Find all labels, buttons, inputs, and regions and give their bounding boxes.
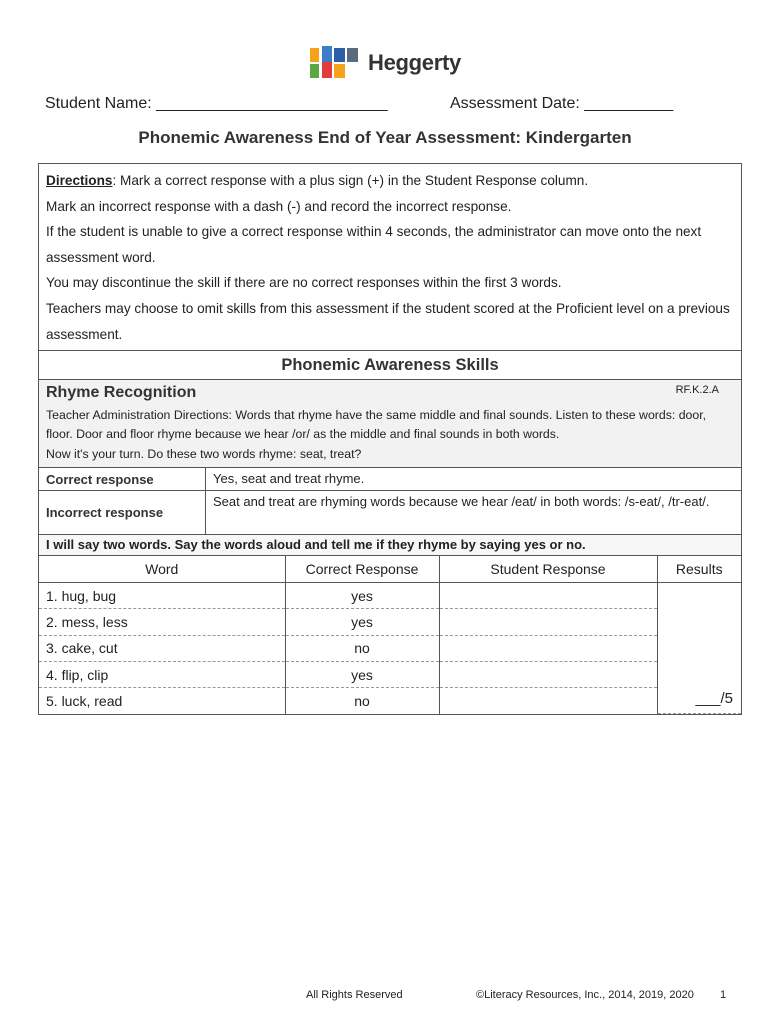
logo-block bbox=[322, 62, 332, 78]
logo-block bbox=[322, 46, 332, 62]
teacher-directions bbox=[39, 406, 741, 467]
correct-response-cell: no bbox=[285, 688, 439, 714]
page-title: Phonemic Awareness End of Year Assessment: Kindergarten bbox=[138, 128, 632, 147]
student-instruction: I will say two words. Say the words aloud and tell me if they rhyme by saying yes or no. bbox=[39, 534, 741, 555]
incorrect-response-row bbox=[39, 490, 741, 534]
correct-response-cell: no bbox=[285, 635, 439, 661]
directions-line: You may discontinue the skill if there are no correct responses within the first 3 words. bbox=[46, 275, 562, 291]
heggerty-logo bbox=[310, 46, 461, 80]
logo-block bbox=[310, 48, 319, 62]
column-header-correct: Correct Response bbox=[285, 556, 439, 583]
rhyme-section bbox=[39, 379, 741, 467]
word-cell: 5. luck, read bbox=[39, 688, 285, 714]
table-row bbox=[39, 661, 741, 687]
footer-rights: All Rights Reserved bbox=[306, 989, 403, 1001]
column-header-word: Word bbox=[39, 556, 285, 583]
directions-line bbox=[46, 168, 734, 194]
directions-line: If the student is unable to give a correct response within 4 seconds, the administrator can move onto the next assessment word. bbox=[46, 224, 702, 265]
correct-response-cell: yes bbox=[285, 661, 439, 687]
student-response-cell[interactable] bbox=[439, 609, 657, 635]
directions-block bbox=[39, 164, 741, 350]
logo-block bbox=[334, 48, 345, 62]
table-row bbox=[39, 583, 741, 609]
standard-code: RF.K.2.A bbox=[675, 384, 719, 397]
directions-line: Teachers may choose to omit skills from this assessment if the student scored at the Proficient level on a previous assessment. bbox=[46, 300, 730, 342]
footer-copyright: ©Literacy Resources, Inc., 2014, 2019, 2020 bbox=[476, 989, 694, 1001]
logo-mark bbox=[310, 46, 360, 80]
table-header-row bbox=[39, 556, 741, 583]
assessment-frame bbox=[38, 163, 742, 715]
rhyme-title: Rhyme Recognition bbox=[46, 384, 197, 402]
correct-response-text: Yes, seat and treat rhyme. bbox=[213, 471, 365, 487]
table-row bbox=[39, 688, 741, 714]
logo-block bbox=[310, 64, 319, 78]
student-name-field: Student Name: __________________________ bbox=[45, 95, 388, 112]
assessment-table bbox=[39, 555, 741, 714]
assessment-date-field: Assessment Date: __________ bbox=[450, 95, 674, 112]
student-response-cell[interactable] bbox=[439, 688, 657, 714]
page-number: 1 bbox=[720, 989, 727, 1001]
table-row bbox=[39, 609, 741, 635]
correct-response-cell: yes bbox=[285, 583, 439, 609]
column-header-results: Results bbox=[657, 556, 741, 583]
incorrect-response-text: Seat and treat are rhyming words because we hear /eat/ in both words: /s-eat/, /tr-eat/. bbox=[213, 494, 710, 510]
word-cell: 4. flip, clip bbox=[39, 661, 285, 687]
directions-label: Directions bbox=[46, 173, 113, 188]
directions-line: Mark an incorrect response with a dash (-) and record the incorrect response. bbox=[46, 198, 512, 214]
word-cell: 3. cake, cut bbox=[39, 635, 285, 661]
word-cell: 2. mess, less bbox=[39, 609, 285, 635]
logo-block bbox=[334, 64, 345, 78]
directions-text: : Mark a correct response with a plus sign (+) in the Student Response column. bbox=[112, 173, 589, 188]
table-row bbox=[39, 635, 741, 661]
student-response-cell[interactable] bbox=[439, 583, 657, 609]
correct-response-cell: yes bbox=[285, 609, 439, 635]
correct-response-label: Correct response bbox=[39, 468, 206, 490]
results-score[interactable]: ___/5 bbox=[657, 583, 741, 714]
skills-heading: Phonemic Awareness Skills bbox=[39, 350, 741, 379]
teacher-directions-text: Teacher Administration Directions: Words that rhyme have the same middle and final sounds. Listen to these words: door, floor. Door and floor rhyme because we hear /or/ as the middle and final sounds in both words. bbox=[46, 408, 707, 442]
incorrect-response-label: Incorrect response bbox=[39, 491, 206, 534]
logo-block bbox=[347, 48, 358, 62]
teacher-directions-text: Now it's your turn. Do these two words rhyme: seat, treat? bbox=[46, 446, 362, 461]
student-response-cell[interactable] bbox=[439, 661, 657, 687]
student-response-cell[interactable] bbox=[439, 635, 657, 661]
correct-response-row bbox=[39, 467, 741, 490]
logo-text: Heggerty bbox=[368, 50, 461, 75]
word-cell: 1. hug, bug bbox=[39, 583, 285, 609]
column-header-student: Student Response bbox=[439, 556, 657, 583]
